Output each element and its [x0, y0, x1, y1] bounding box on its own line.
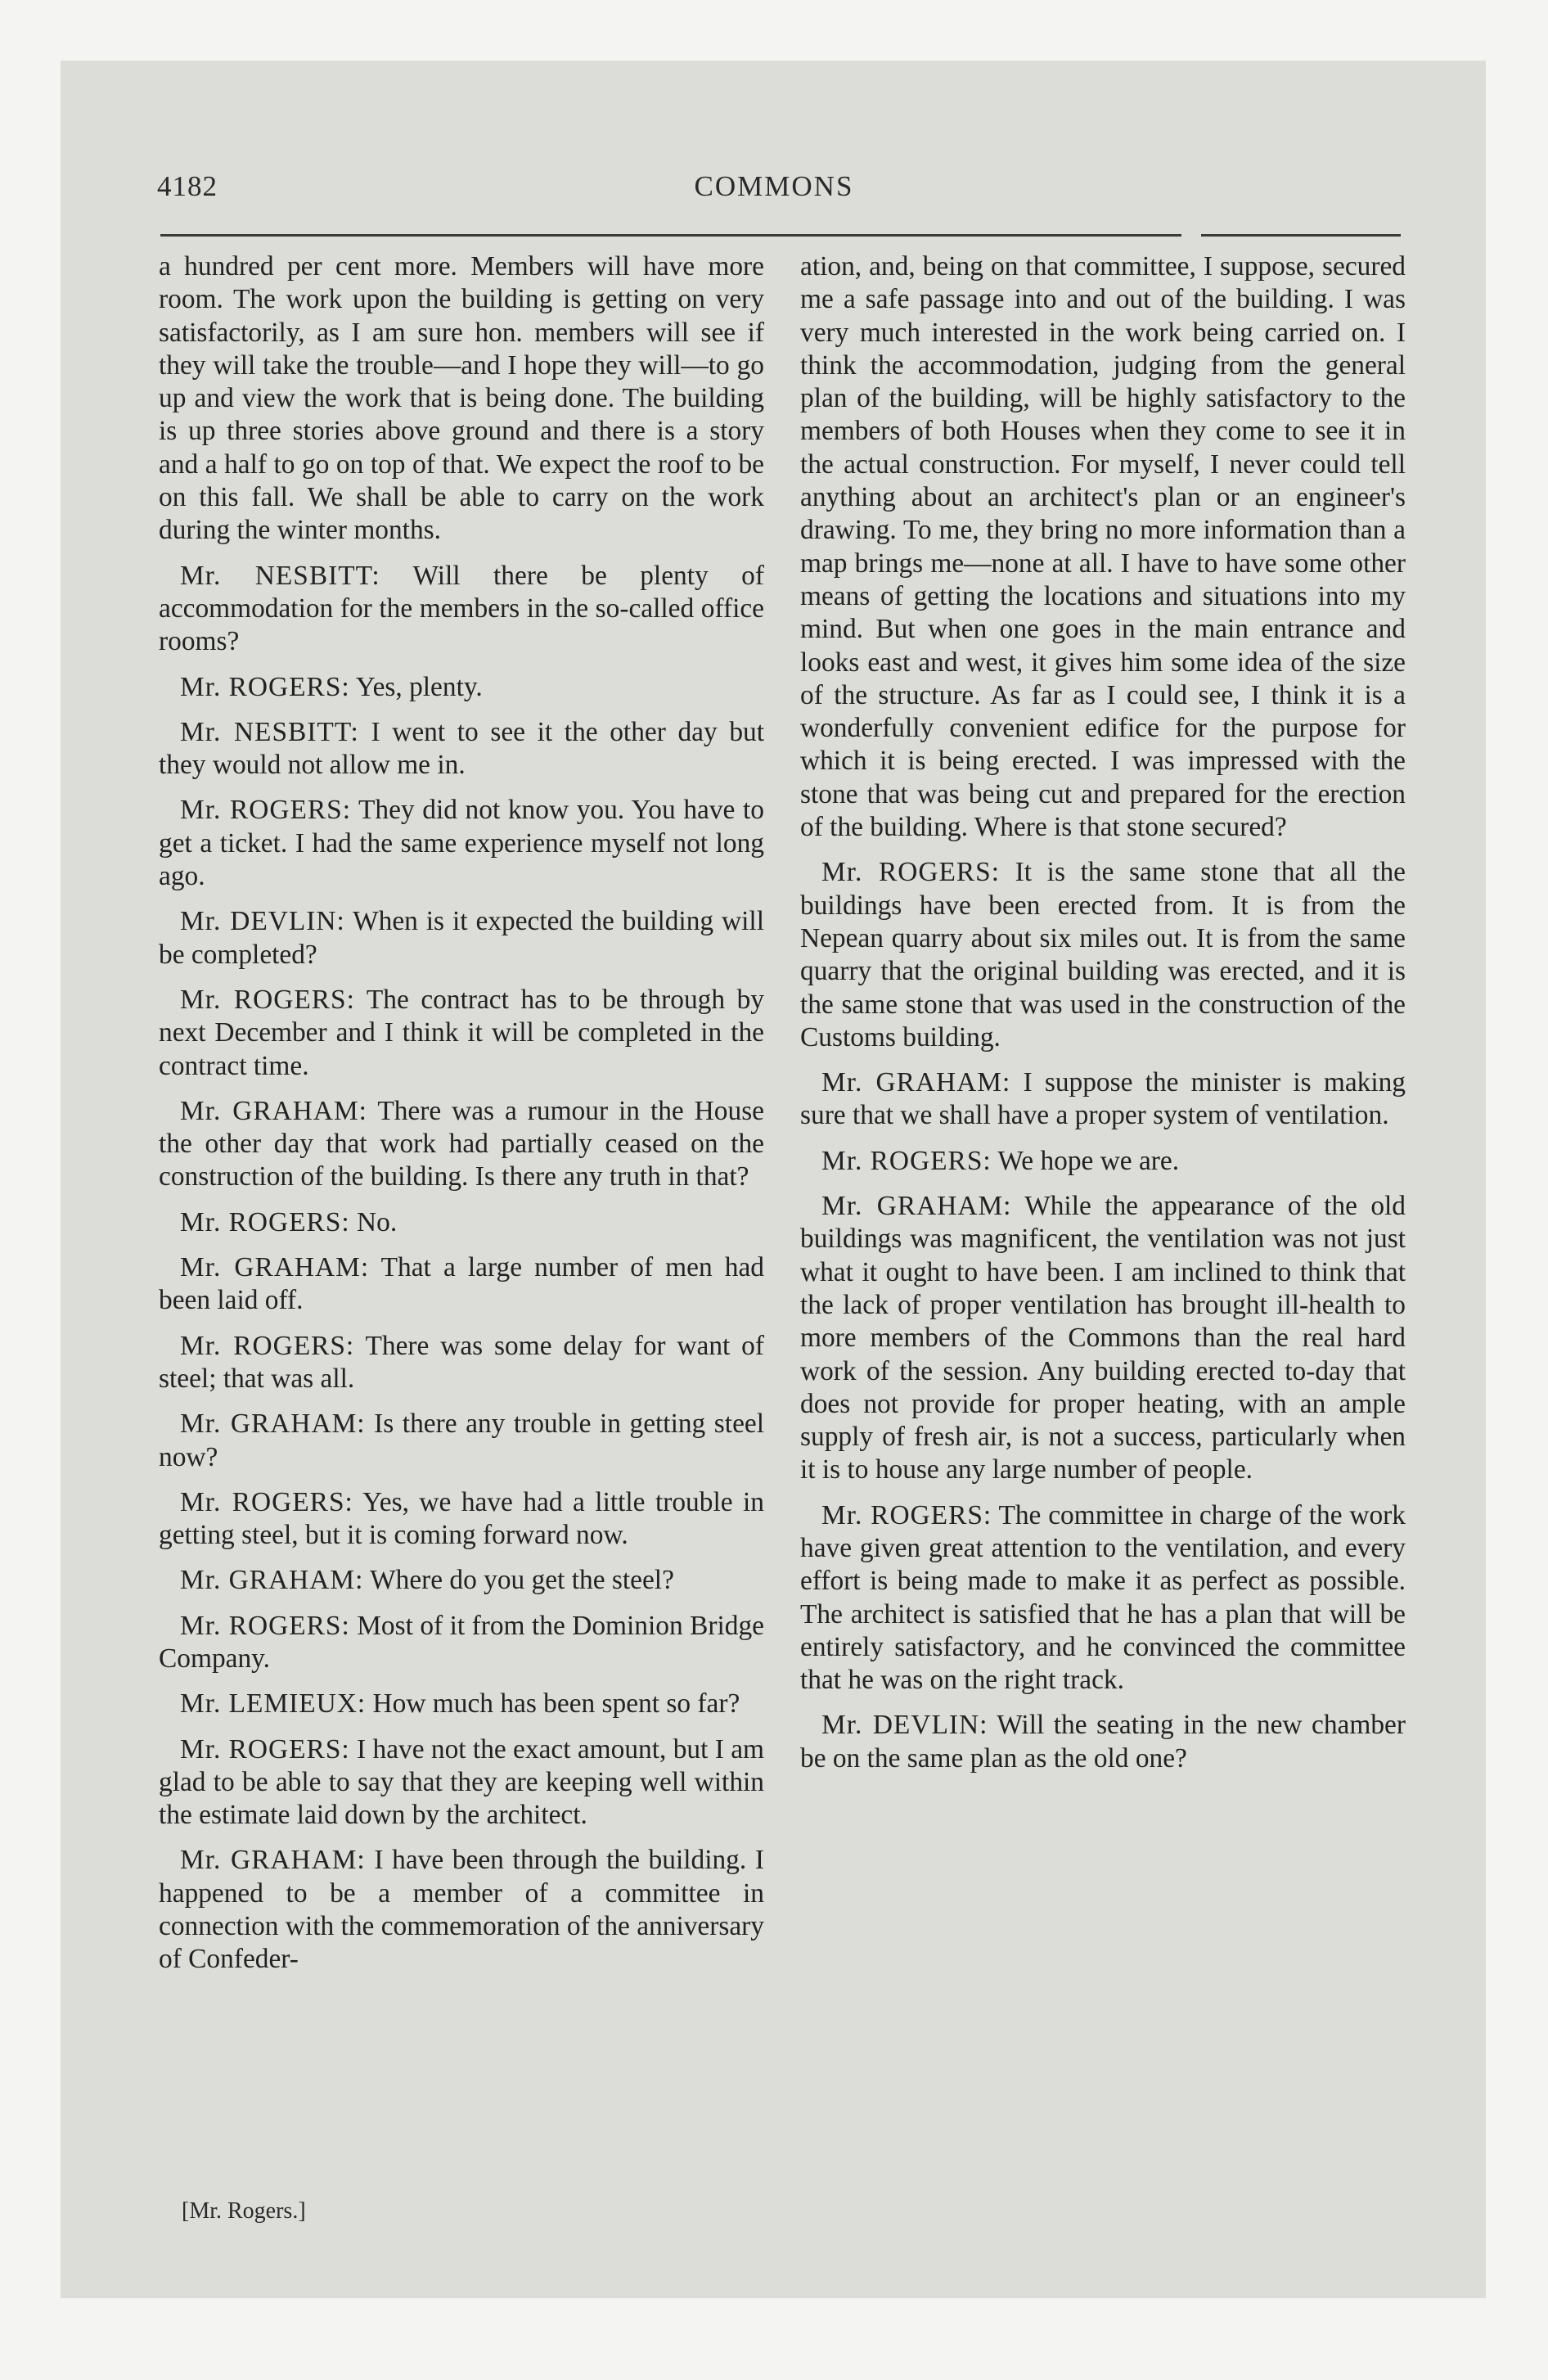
- speech-text: No.: [349, 1206, 398, 1237]
- running-title: COMMONS: [694, 170, 854, 202]
- speech-paragraph: [800, 1709, 1406, 1775]
- speaker-name: Mr. GRAHAM:: [180, 1409, 366, 1440]
- speech-paragraph: [159, 1844, 764, 1976]
- speech-paragraph: [800, 1190, 1406, 1487]
- speaker-name: Mr. ROGERS:: [180, 671, 350, 702]
- speech-text: Where do you get the steel?: [363, 1565, 674, 1596]
- speaker-name: Mr. GRAHAM:: [180, 1095, 367, 1126]
- speech-paragraph: [159, 560, 764, 659]
- speech-text: We hope we are.: [991, 1145, 1180, 1176]
- speech-text: I went to see it the other day but they would not allow me in.: [159, 716, 764, 781]
- speech-paragraph: [159, 1564, 764, 1597]
- right-column: [800, 250, 1406, 1787]
- speech-text: Yes, we have had a little trouble in getting steel, but it is coming forward now.: [159, 1486, 764, 1551]
- speech-text: When is it expected the building will be completed?: [159, 906, 764, 970]
- speech-text: I have not the exact amount, but I am glad to be able to say that they are keeping well within the estimate laid down by the architect.: [159, 1733, 764, 1831]
- speech-text: Is there any trouble in getting steel now?: [159, 1409, 764, 1472]
- speaker-name: Mr. GRAHAM:: [180, 1252, 370, 1283]
- speech-paragraph: [159, 1251, 764, 1318]
- speech-paragraph: [159, 1733, 764, 1832]
- speech-text: The committee in charge of the work have given great attention to the ventilation, and every effort is being made to make it as perfect as possible. The architect is satisfied that he has a plan that will be entirely satisfactory, and he convinced the committee that he was on the right track.: [800, 1499, 1406, 1696]
- speech-paragraph: [159, 984, 764, 1083]
- speech-text: I suppose the minister is making sure that we shall have a proper system of ventilation.: [800, 1067, 1406, 1131]
- speaker-name: Mr. ROGERS:: [821, 1145, 992, 1176]
- speech-paragraph: [159, 905, 764, 971]
- speech-text: That a large number of men had been laid off.: [159, 1252, 764, 1316]
- speaker-name: Mr. ROGERS:: [180, 1206, 350, 1237]
- speech-text: Will there be plenty of accommodation for the members in the so-called office rooms?: [159, 560, 764, 657]
- speech-paragraph: [800, 1145, 1406, 1178]
- speech-paragraph: [159, 794, 764, 893]
- left-column: [159, 250, 764, 1989]
- continuation-paragraph: [800, 250, 1406, 844]
- speech-text: While the appearance of the old buildings was magnificent, the ventilation was not just what it ought to have been. I am inclined to think that the lack of proper ventilation has brought ill-health to more members of the Commons than the real hard work of the session. Any building erected to-day that does not provide for proper heating, with an ample supply of fresh air, is not a success, particularly when it is to house any large number of people.: [800, 1191, 1406, 1485]
- speech-text: They did not know you. You have to get a ticket. I had the same experience myself not long ago.: [159, 795, 764, 892]
- speaker-name: Mr. GRAHAM:: [821, 1191, 1012, 1222]
- continuation-paragraph: [159, 250, 764, 548]
- speech-paragraph: [800, 1066, 1406, 1133]
- speech-paragraph: [800, 856, 1406, 1054]
- speech-text: I have been through the building. I happened to be a member of a committee in connection with the commemoration of the anniversary of Confeder-: [159, 1845, 764, 1975]
- speaker-name: Mr. ROGERS:: [180, 1486, 353, 1517]
- speech-paragraph: [159, 1330, 764, 1396]
- page-number: 4182: [157, 170, 218, 202]
- speaker-name: Mr. DEVLIN:: [180, 906, 345, 937]
- speech-text: The contract has to be through by next December and I think it will be completed in the contract time.: [159, 984, 764, 1081]
- speech-text: Yes, plenty.: [349, 671, 483, 702]
- speaker-name: Mr. NESBITT:: [180, 716, 359, 747]
- paragraph-text: ation, and, being on that committee, I suppose, secured me a safe passage into and out of the building. I was very much interested in the work being carried on. I think the accommodation, judging from the general plan of the building, will be highly satisfactory to the members of both Houses when they come to see it in the actual construction. For myself, I never could tell anything about an architect's plan or an engineer's drawing. To me, they bring no more information than a map brings me—none at all. I have to have some other means of getting the locations and situations into my mind. But when one goes in the main entrance and looks east and west, it gives him some idea of the size of the structure. As far as I could see, I think it is a wonderfully convenient edifice for the purpose for which it is being erected. I was impressed with the stone that was being cut and prepared for the erection of the building. Where is that stone secured?: [800, 251, 1406, 843]
- speech-paragraph: [159, 1610, 764, 1676]
- speech-text: There was a rumour in the House the other day that work had partially ceased on the construction of the building. Is there any truth in that?: [159, 1095, 765, 1192]
- speech-paragraph: [159, 1095, 764, 1194]
- speech-paragraph: [159, 1408, 764, 1474]
- speech-paragraph: [800, 1499, 1406, 1697]
- speaker-name: Mr. ROGERS:: [180, 795, 351, 826]
- speech-text: It is the same stone that all the buildings have been erected from. It is from the Nepean quarry about six miles out. It is from the same quarry that the original building was erected, and it is the same stone that was used in the construction of the Customs building.: [800, 857, 1406, 1053]
- speech-text: How much has been spent so far?: [366, 1688, 740, 1720]
- footer-catchword: [Mr. Rogers.]: [182, 2198, 306, 2224]
- speech-text: Most of it from the Dominion Bridge Company.: [159, 1610, 764, 1674]
- speech-paragraph: [159, 716, 764, 782]
- speech-paragraph: [159, 1206, 764, 1239]
- speech-text: Will the seating in the new chamber be on the same plan as the old one?: [800, 1710, 1406, 1774]
- speaker-name: Mr. ROGERS:: [180, 1330, 355, 1361]
- speaker-name: Mr. ROGERS:: [180, 984, 355, 1015]
- speaker-name: Mr. GRAHAM:: [180, 1845, 366, 1876]
- speech-text: There was some delay for want of steel; that was all.: [159, 1330, 764, 1394]
- speech-paragraph: [159, 671, 764, 704]
- speaker-name: Mr. GRAHAM:: [180, 1565, 364, 1596]
- paragraph-text: a hundred per cent more. Members will have more room. The work upon the building is getting on very satisfactorily, as I am sure hon. members will see if they will take the trouble—and I hope they will—to go up and view the work that is being done. The building is up three stories above ground and there is a story and a half to go on top of that. We expect the roof to be on this fall. We shall be able to carry on the work during the winter months.: [159, 251, 764, 546]
- speaker-name: Mr. NESBITT:: [180, 560, 380, 591]
- header-rule-right: [1201, 234, 1401, 237]
- speaker-name: Mr. ROGERS:: [180, 1610, 350, 1641]
- speaker-name: Mr. LEMIEUX:: [180, 1688, 367, 1720]
- speaker-name: Mr. DEVLIN:: [821, 1710, 988, 1741]
- speaker-name: Mr. ROGERS:: [821, 857, 1000, 888]
- speaker-name: Mr. ROGERS:: [180, 1733, 350, 1765]
- speaker-name: Mr. ROGERS:: [821, 1499, 992, 1530]
- speech-paragraph: [159, 1486, 764, 1553]
- speaker-name: Mr. GRAHAM:: [821, 1067, 1011, 1098]
- speech-paragraph: [159, 1688, 764, 1720]
- header-rule: [160, 234, 1181, 237]
